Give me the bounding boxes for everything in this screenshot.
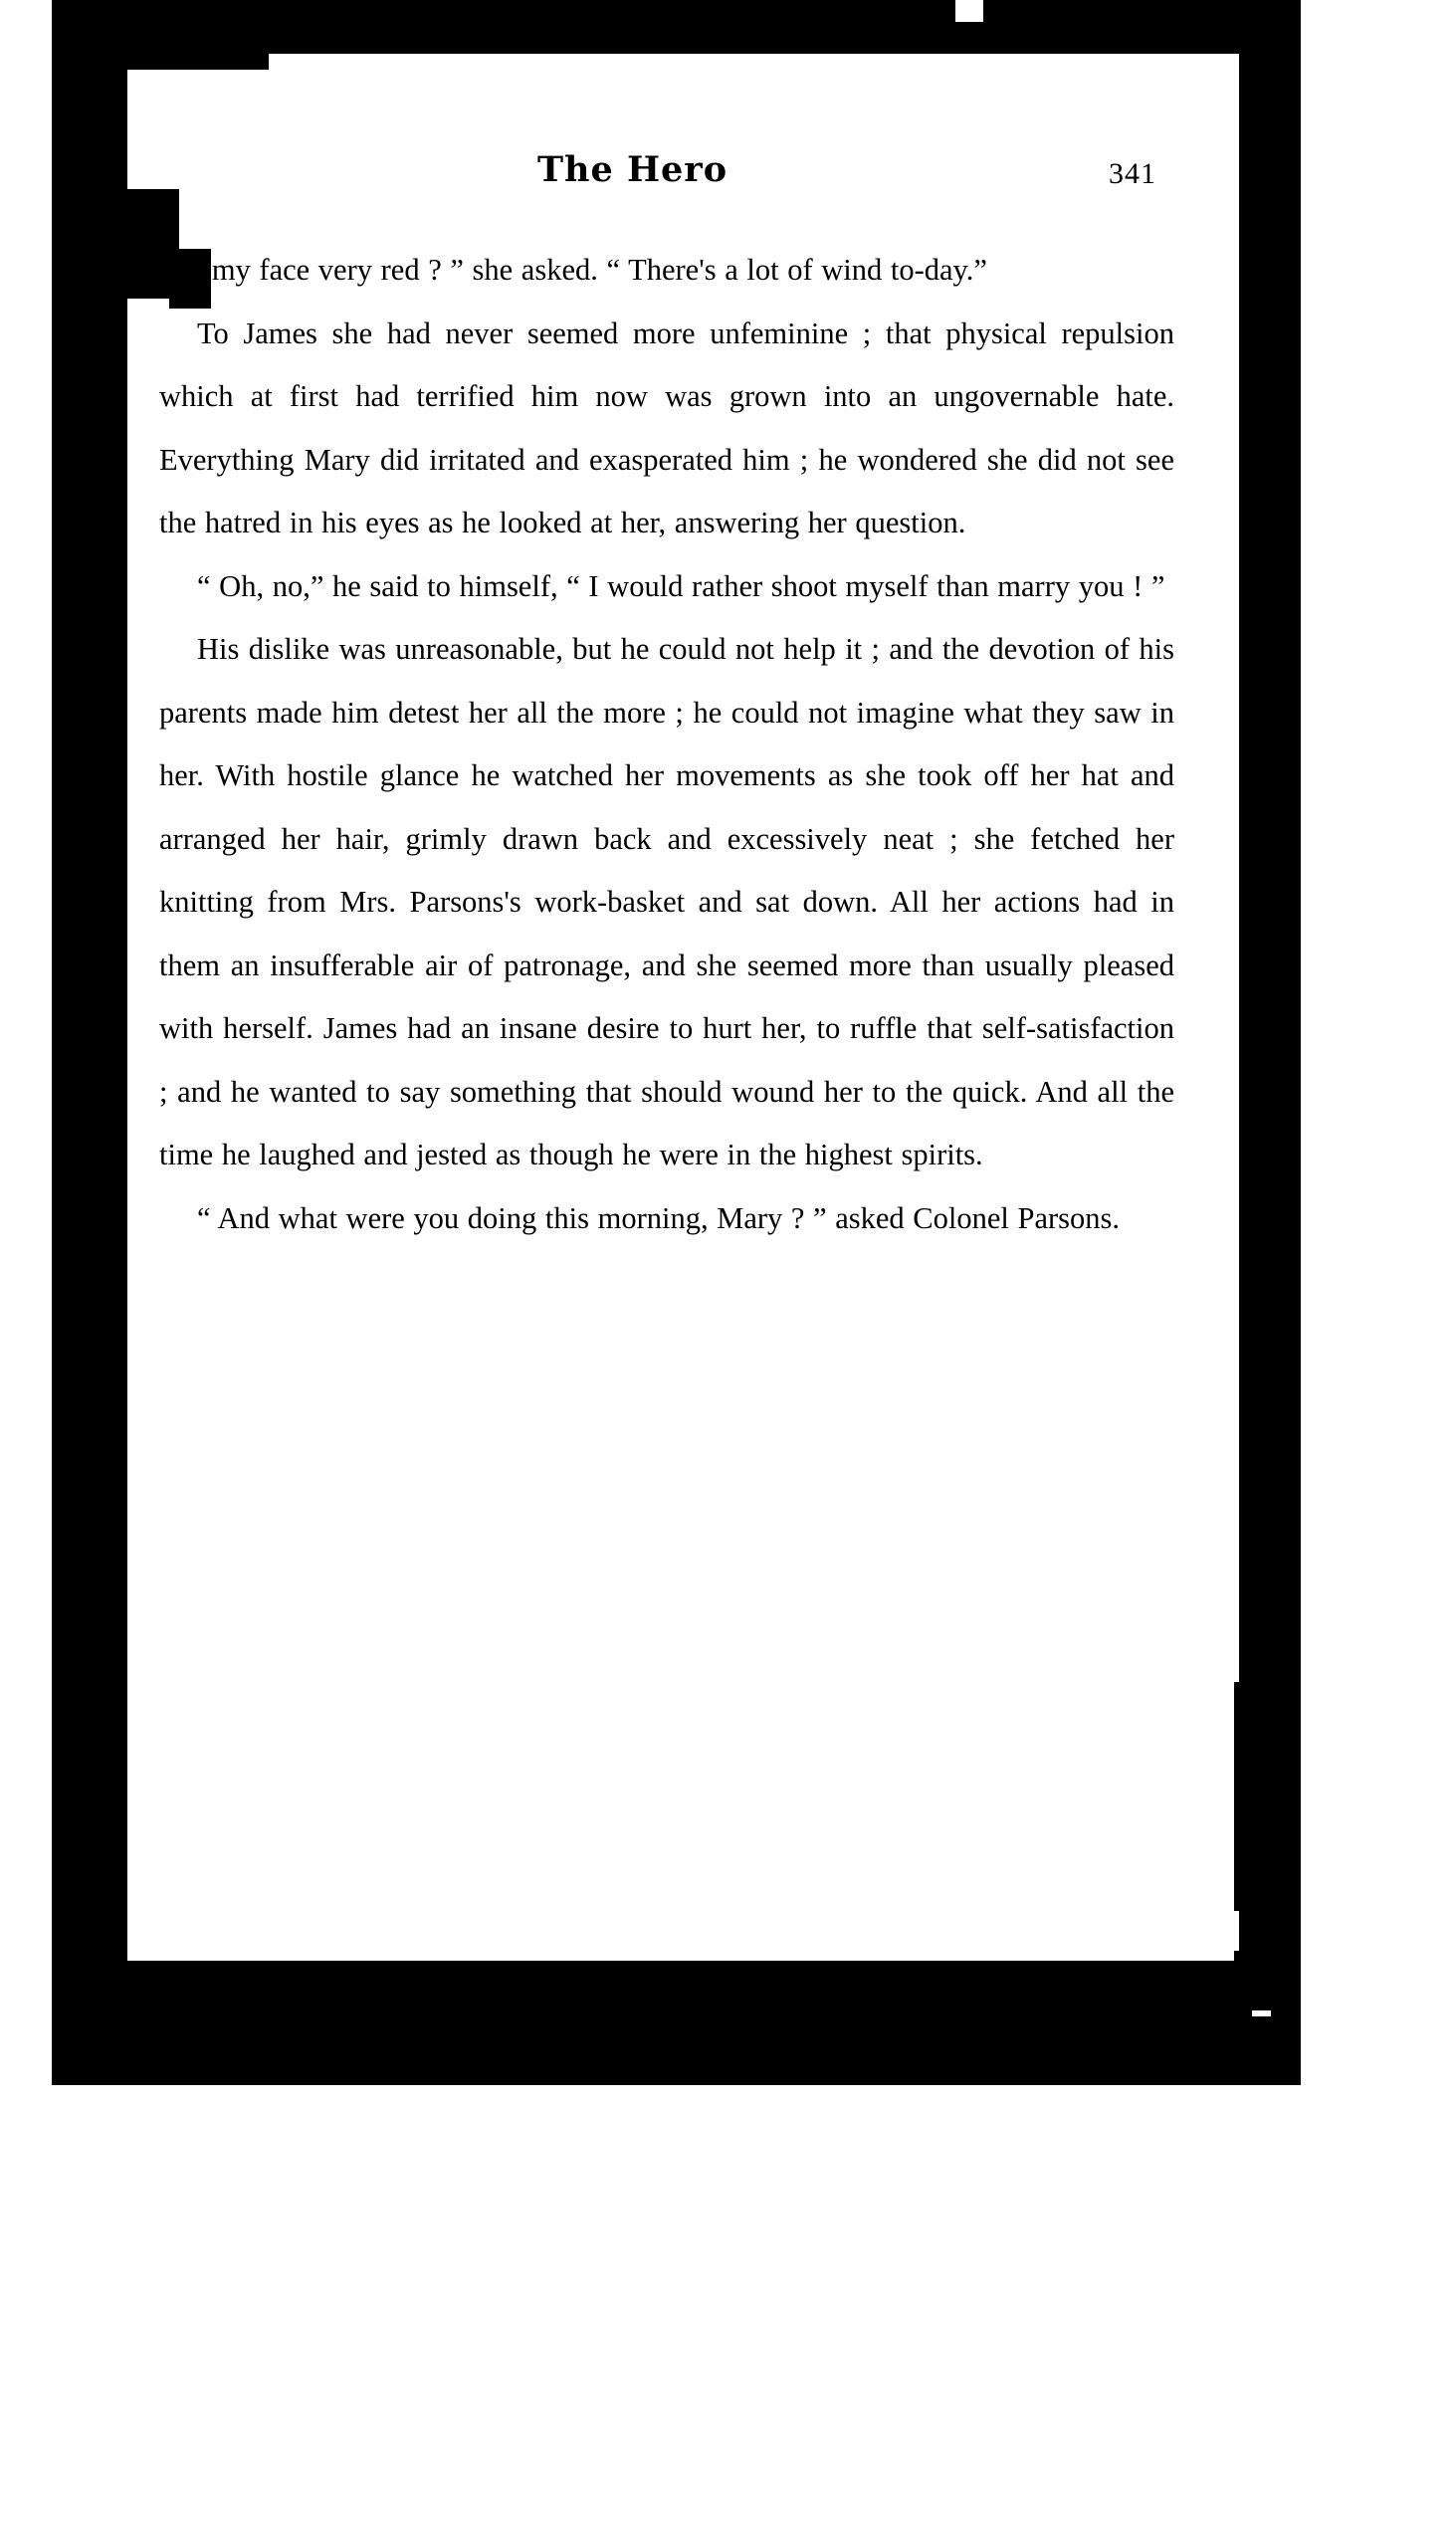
page-number: 341 (1109, 157, 1156, 190)
page-header (159, 149, 1174, 213)
running-title: The Hero (537, 149, 728, 190)
paragraph: His dislike was unreasonable, but he could not help it ; and the devotion of his parents made him detest her all the more ; he could not imagine what they saw in her. With hostile glance he watched her movements as she took off her hat and arranged her hair, grimly drawn back and excessively neat ; she fetched her knitting from Mrs. Parsons's work-basket and sat down. All her actions had in them an insufferable air of patronage, and she seemed more than usually pleased with herself. James had an insane desire to hurt her, to ruffle that self-satisfaction ; and he wanted to say something that should wound her to the quick. And all the time he laughed and jested as though he were in the highest spirits. (159, 632, 1174, 1171)
scan-border-top (52, 0, 987, 34)
paragraph: “ And what were you doing this morning, Mary ? ” asked Colonel Parsons. (197, 1200, 1121, 1235)
scan-artifact (52, 1244, 129, 2060)
paragraph: To James she had never seemed more unfeminine ; that physical repulsion which at first had terrified him now was grown into an ungovernable hate. Everything Mary did irritated and exasperated him ; he wondered she did not see the hatred in his eyes as he looked at her, answering her question. (159, 316, 1174, 539)
page-content (159, 149, 1174, 1250)
paragraph: “ Oh, no,” he said to himself, “ I would rather shoot myself than marry you ! ” (197, 568, 1165, 603)
paragraph: “ Is my face very red ? ” she asked. “ There's a lot of wind to-day.” (159, 253, 987, 287)
scan-notch (955, 0, 983, 22)
